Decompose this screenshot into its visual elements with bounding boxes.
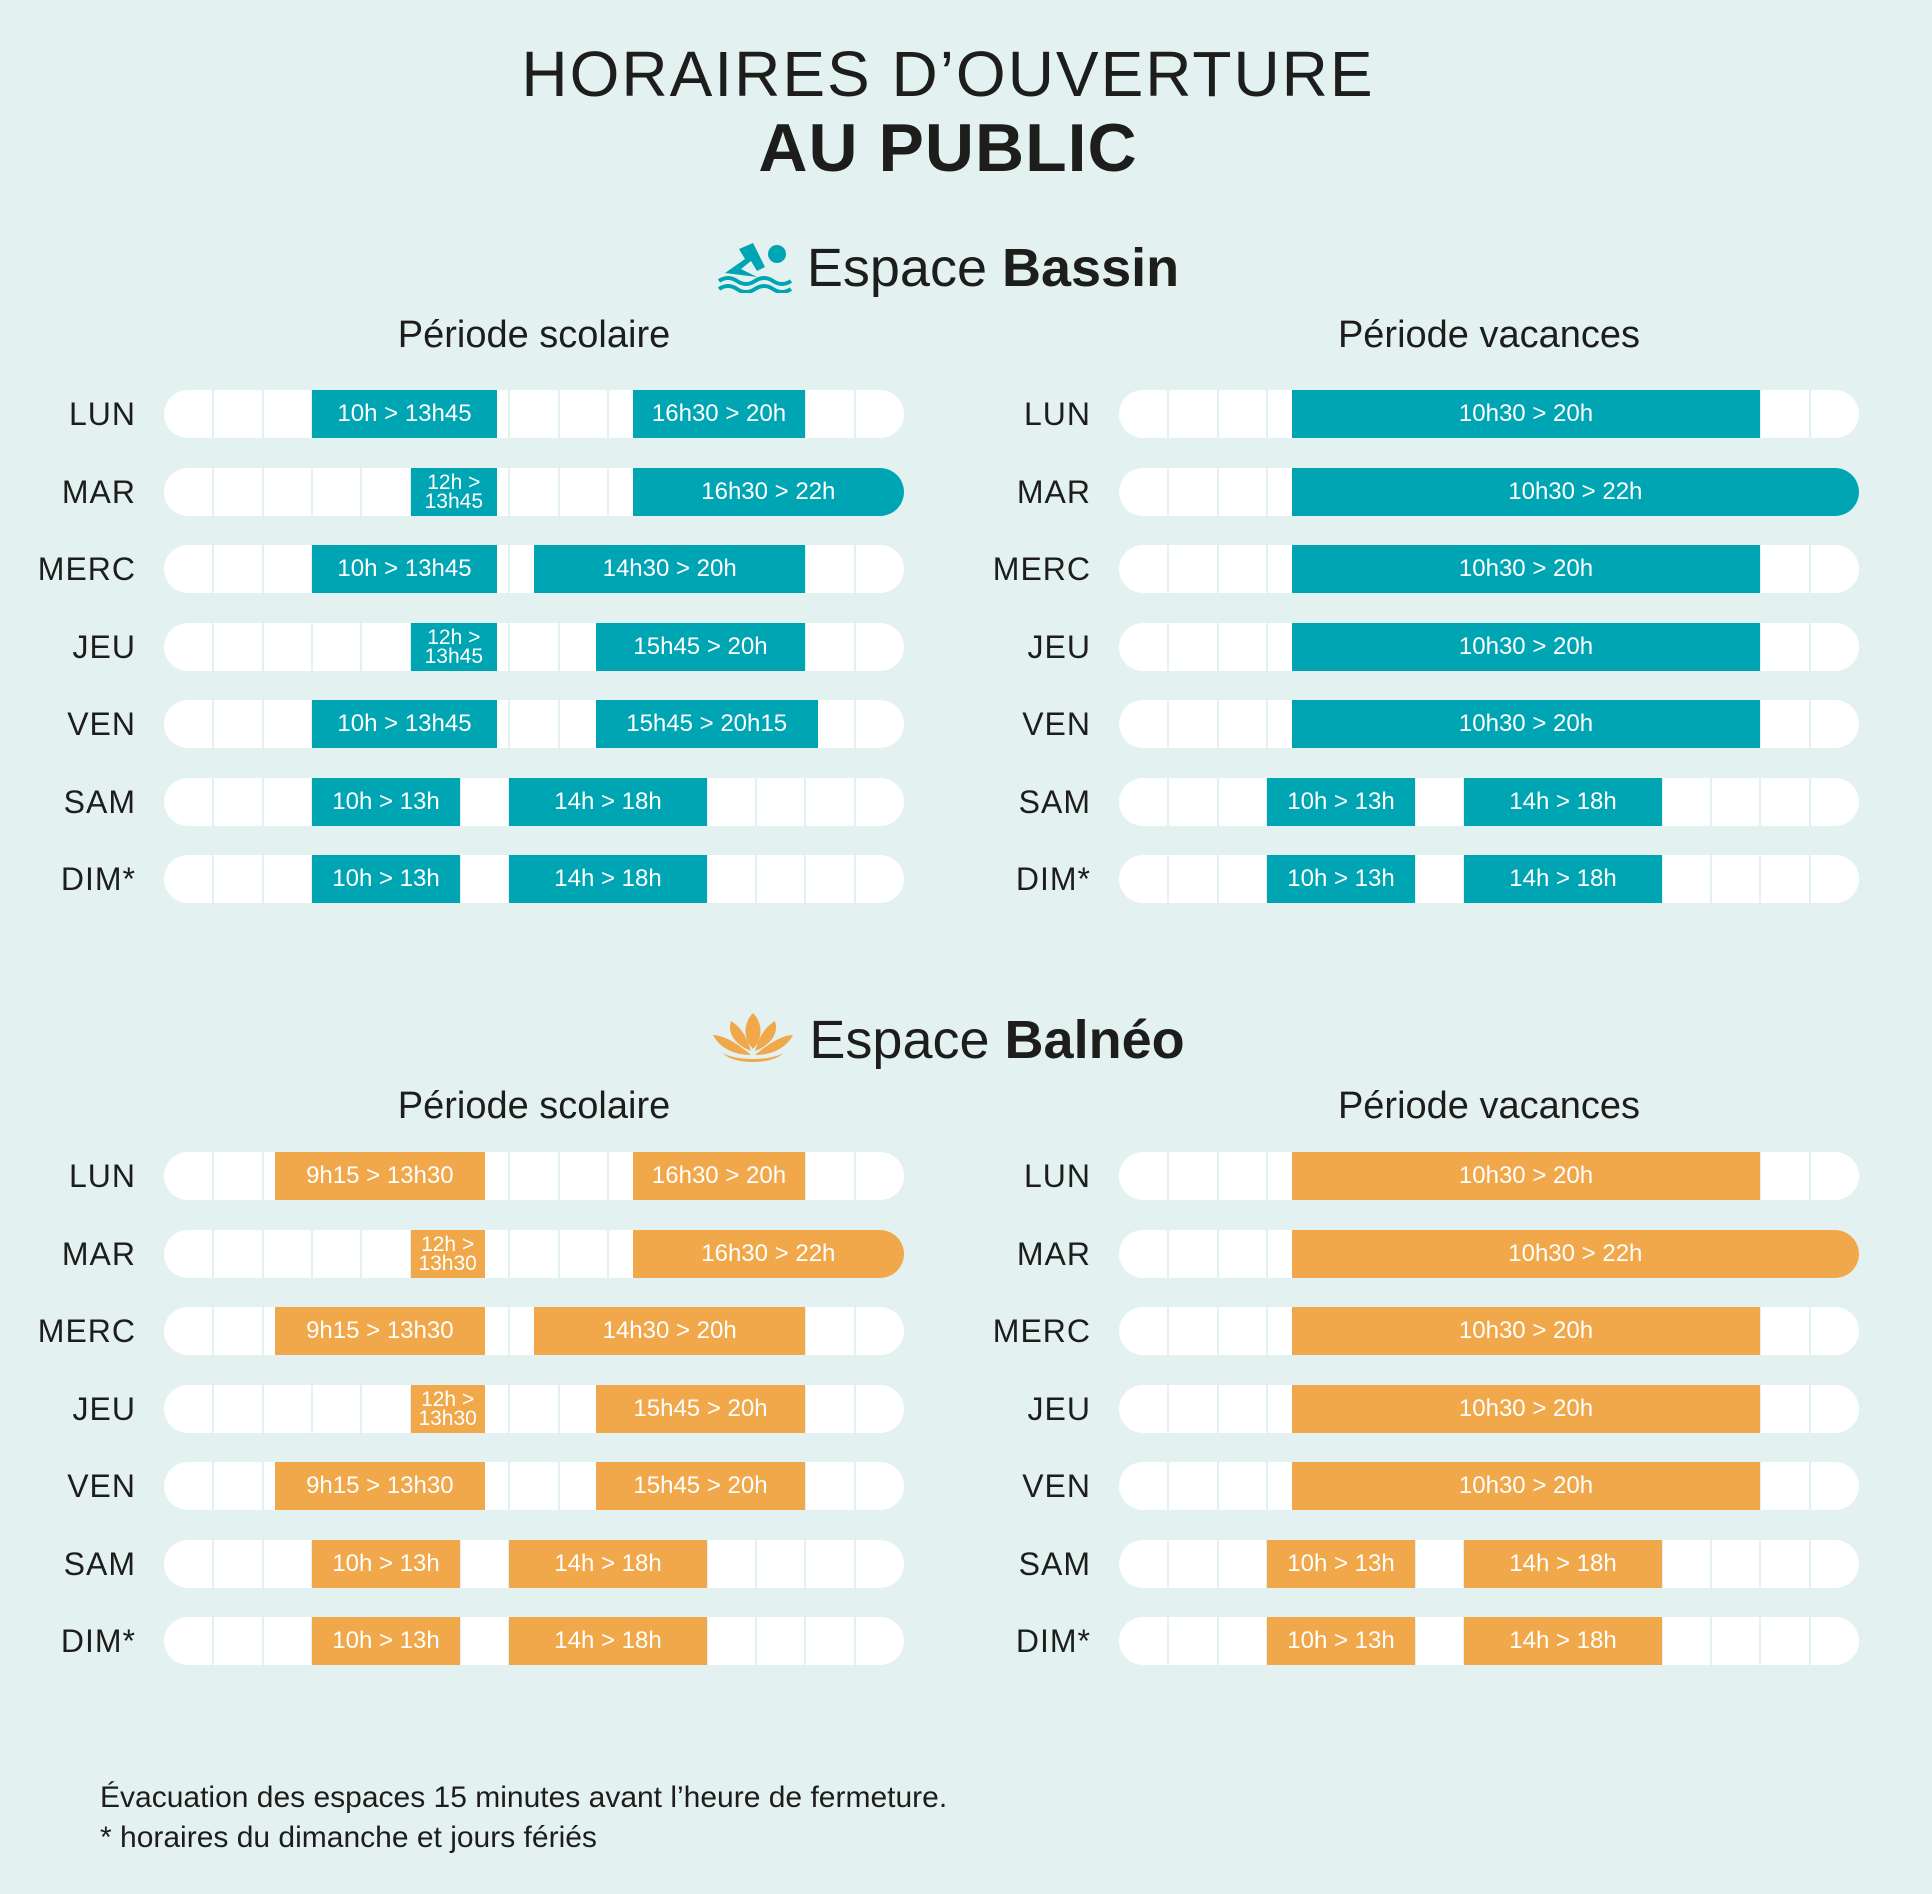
hour-tick xyxy=(1217,1152,1219,1200)
section-name-bassin: Bassin xyxy=(1002,238,1180,298)
hour-tick xyxy=(1266,700,1268,748)
hour-tick xyxy=(1167,390,1169,438)
hour-tick xyxy=(1266,545,1268,593)
section-name-balneo: Balnéo xyxy=(1004,1010,1185,1070)
schedule-bar: 15h45 > 20h15 xyxy=(596,700,818,748)
hour-tick xyxy=(1217,1307,1219,1355)
schedule-bar: 10h > 13h45 xyxy=(312,390,497,438)
schedule-bar: 14h30 > 20h xyxy=(534,545,805,593)
hour-tick xyxy=(854,390,856,438)
hour-tick xyxy=(854,1385,856,1433)
schedule-bar: 10h30 > 22h xyxy=(1292,1230,1859,1278)
day-track xyxy=(1119,623,1859,671)
hour-tick xyxy=(262,545,264,593)
period-title: Période vacances xyxy=(1337,1085,1641,1127)
hour-tick xyxy=(1809,1540,1811,1588)
hour-tick xyxy=(360,468,362,516)
hour-tick xyxy=(508,700,510,748)
hour-tick xyxy=(508,468,510,516)
hour-tick xyxy=(311,623,313,671)
day-label: DIM* xyxy=(1015,861,1091,897)
hour-tick xyxy=(1167,1230,1169,1278)
hour-tick xyxy=(1809,390,1811,438)
schedule-bar: 9h15 > 13h30 xyxy=(275,1307,485,1355)
schedule-bar: 10h > 13h xyxy=(312,778,460,826)
hour-tick xyxy=(854,778,856,826)
hour-tick xyxy=(1809,1462,1811,1510)
day-label: JEU xyxy=(72,1390,136,1427)
period-title: Période scolaire xyxy=(397,314,671,356)
day-label: VEN xyxy=(67,1468,136,1504)
day-label: MAR xyxy=(61,473,136,510)
day-track xyxy=(164,1385,904,1433)
hour-tick xyxy=(360,623,362,671)
title-line-1: HORAIRES D’OUVERTURE xyxy=(521,38,1375,110)
hour-tick xyxy=(212,1540,214,1588)
hour-tick xyxy=(1710,1617,1712,1665)
day-label: MAR xyxy=(1016,1235,1091,1272)
schedule-bar: 10h > 13h xyxy=(1267,778,1415,826)
hour-tick xyxy=(1266,1152,1268,1200)
schedule-bar: 16h30 > 20h xyxy=(633,390,806,438)
hour-tick xyxy=(1710,855,1712,903)
hour-tick xyxy=(1167,623,1169,671)
page-title xyxy=(0,38,1896,186)
hour-tick xyxy=(212,390,214,438)
hour-tick xyxy=(804,778,806,826)
footnote-sunday: * horaires du dimanche et jours fériés xyxy=(100,1821,597,1854)
day-track xyxy=(1119,1307,1859,1355)
schedule-bar: 14h > 18h xyxy=(1464,855,1661,903)
schedule-bar: 10h30 > 20h xyxy=(1292,1307,1761,1355)
hour-tick xyxy=(212,1230,214,1278)
hour-tick xyxy=(508,1385,510,1433)
schedule-bar: 10h30 > 20h xyxy=(1292,623,1761,671)
day-label: VEN xyxy=(67,706,136,742)
hour-tick xyxy=(1167,700,1169,748)
hour-tick xyxy=(1809,1307,1811,1355)
schedule-bar: 15h45 > 20h xyxy=(596,1462,806,1510)
hour-tick xyxy=(262,1152,264,1200)
day-label: LUN xyxy=(1023,1158,1091,1194)
hour-tick xyxy=(854,545,856,593)
hour-tick xyxy=(1217,1462,1219,1510)
day-track xyxy=(1119,1462,1859,1510)
hour-tick xyxy=(558,700,560,748)
hour-tick xyxy=(262,700,264,748)
schedule-bar: 10h > 13h xyxy=(1267,1617,1415,1665)
day-track xyxy=(164,1617,904,1665)
schedule-bar: 10h30 > 20h xyxy=(1292,390,1761,438)
day-track xyxy=(1119,468,1859,516)
schedule-bar: 12h > 13h30 xyxy=(411,1385,485,1433)
hour-tick xyxy=(360,1385,362,1433)
day-label: MERC xyxy=(37,1313,136,1349)
hour-tick xyxy=(1217,855,1219,903)
schedule-bar: 14h > 18h xyxy=(1464,1540,1661,1588)
schedule-bar: 10h30 > 22h xyxy=(1292,468,1859,516)
hour-tick xyxy=(558,468,560,516)
hour-tick xyxy=(1217,390,1219,438)
hour-tick xyxy=(262,1385,264,1433)
day-label: MERC xyxy=(992,1313,1091,1349)
hour-tick xyxy=(262,1307,264,1355)
hour-tick xyxy=(558,1385,560,1433)
schedule-bar: 15h45 > 20h xyxy=(596,1385,806,1433)
hour-tick xyxy=(558,1230,560,1278)
title-line-2: AU PUBLIC xyxy=(758,110,1138,186)
schedule-bar: 16h30 > 22h xyxy=(633,1230,904,1278)
schedule-bar: 10h > 13h xyxy=(312,1617,460,1665)
day-track xyxy=(1119,778,1859,826)
hour-tick xyxy=(1167,468,1169,516)
hour-tick xyxy=(1759,855,1761,903)
day-track xyxy=(1119,545,1859,593)
day-label: DIM* xyxy=(60,1623,136,1659)
hour-tick xyxy=(558,390,560,438)
hour-tick xyxy=(1710,778,1712,826)
period-title: Période vacances xyxy=(1337,314,1641,356)
hour-tick xyxy=(508,1307,510,1355)
schedule-bar: 12h > 13h30 xyxy=(411,1230,485,1278)
hour-tick xyxy=(508,545,510,593)
day-label: LUN xyxy=(68,1158,136,1194)
hour-tick xyxy=(262,1617,264,1665)
hour-tick xyxy=(1167,1462,1169,1510)
hour-tick xyxy=(212,623,214,671)
hour-tick xyxy=(212,1385,214,1433)
hour-tick xyxy=(212,1152,214,1200)
hour-tick xyxy=(854,1617,856,1665)
day-track xyxy=(164,1540,904,1588)
hour-tick xyxy=(1266,468,1268,516)
hour-tick xyxy=(1167,1307,1169,1355)
day-track xyxy=(164,623,904,671)
hour-tick xyxy=(854,1152,856,1200)
schedule-bar: 14h30 > 20h xyxy=(534,1307,805,1355)
hour-tick xyxy=(1759,1617,1761,1665)
hour-tick xyxy=(1217,1617,1219,1665)
schedule-bar: 10h > 13h xyxy=(312,855,460,903)
hour-tick xyxy=(1167,1540,1169,1588)
section-label-balneo: Espace xyxy=(809,1010,990,1070)
hour-tick xyxy=(854,1462,856,1510)
schedule-bar: 9h15 > 13h30 xyxy=(275,1462,485,1510)
hour-tick xyxy=(1167,545,1169,593)
hour-tick xyxy=(1809,855,1811,903)
hour-tick xyxy=(262,468,264,516)
hour-tick xyxy=(804,855,806,903)
hour-tick xyxy=(1809,545,1811,593)
hour-tick xyxy=(360,1230,362,1278)
hour-tick xyxy=(854,700,856,748)
hour-tick xyxy=(1167,778,1169,826)
hour-tick xyxy=(262,855,264,903)
day-track xyxy=(164,468,904,516)
hour-tick xyxy=(212,1617,214,1665)
day-track xyxy=(164,390,904,438)
hour-tick xyxy=(1167,1617,1169,1665)
day-label: SAM xyxy=(1018,1545,1091,1582)
day-label: SAM xyxy=(63,1545,136,1582)
footnote-evacuation: Évacuation des espaces 15 minutes avant l’heure de fermeture. xyxy=(100,1781,948,1814)
hour-tick xyxy=(558,1462,560,1510)
hour-tick xyxy=(1167,1152,1169,1200)
hour-tick xyxy=(854,1307,856,1355)
hour-tick xyxy=(854,1540,856,1588)
hour-tick xyxy=(212,700,214,748)
lotus-icon xyxy=(711,1009,795,1079)
day-track xyxy=(164,855,904,903)
hour-tick xyxy=(1809,1152,1811,1200)
day-track xyxy=(1119,1230,1859,1278)
hour-tick xyxy=(1809,623,1811,671)
hour-tick xyxy=(508,623,510,671)
hour-tick xyxy=(311,1385,313,1433)
hour-tick xyxy=(262,778,264,826)
hour-tick xyxy=(1266,1385,1268,1433)
schedule-bar: 10h30 > 20h xyxy=(1292,545,1761,593)
day-track xyxy=(164,1230,904,1278)
hour-tick xyxy=(854,855,856,903)
hour-tick xyxy=(558,623,560,671)
hour-tick xyxy=(1759,1540,1761,1588)
day-label: VEN xyxy=(1022,706,1091,742)
schedule-bar: 14h > 18h xyxy=(509,1540,706,1588)
hour-tick xyxy=(607,1152,609,1200)
schedule-bar: 12h > 13h45 xyxy=(411,468,497,516)
hour-tick xyxy=(262,1540,264,1588)
hour-tick xyxy=(1217,1230,1219,1278)
section-title-balneo xyxy=(0,1008,1896,1079)
hour-tick xyxy=(212,1307,214,1355)
hour-tick xyxy=(262,1230,264,1278)
hour-tick xyxy=(311,1230,313,1278)
day-track xyxy=(1119,1540,1859,1588)
day-label: JEU xyxy=(1027,628,1091,665)
hour-tick xyxy=(508,1462,510,1510)
hour-tick xyxy=(1217,623,1219,671)
day-label: DIM* xyxy=(1015,1623,1091,1659)
day-label: MAR xyxy=(1016,473,1091,510)
hour-tick xyxy=(1266,623,1268,671)
swimmer-icon xyxy=(717,237,793,307)
hour-tick xyxy=(212,1462,214,1510)
hour-tick xyxy=(558,1152,560,1200)
hour-tick xyxy=(804,1617,806,1665)
day-track xyxy=(164,778,904,826)
schedule-bar: 14h > 18h xyxy=(509,778,706,826)
period-title: Période scolaire xyxy=(397,1085,671,1127)
hour-tick xyxy=(508,1230,510,1278)
day-track xyxy=(1119,1617,1859,1665)
schedule-bar: 15h45 > 20h xyxy=(596,623,806,671)
day-track xyxy=(164,1152,904,1200)
day-track xyxy=(1119,1152,1859,1200)
day-track xyxy=(164,700,904,748)
hour-tick xyxy=(1217,1385,1219,1433)
hour-tick xyxy=(1809,1617,1811,1665)
schedule-bar: 10h > 13h45 xyxy=(312,545,497,593)
hour-tick xyxy=(508,1152,510,1200)
schedule-bar: 14h > 18h xyxy=(1464,778,1661,826)
day-label: JEU xyxy=(72,628,136,665)
hour-tick xyxy=(1217,468,1219,516)
day-label: MERC xyxy=(37,551,136,587)
hour-tick xyxy=(262,390,264,438)
hour-tick xyxy=(1809,778,1811,826)
hour-tick xyxy=(1217,778,1219,826)
hour-tick xyxy=(804,1540,806,1588)
day-label: MERC xyxy=(992,551,1091,587)
schedule-bar: 10h > 13h xyxy=(1267,855,1415,903)
day-track xyxy=(1119,1385,1859,1433)
day-track xyxy=(164,1462,904,1510)
hour-tick xyxy=(1266,1307,1268,1355)
hour-tick xyxy=(1167,855,1169,903)
schedule-bar: 16h30 > 20h xyxy=(633,1152,806,1200)
schedule-bar: 10h > 13h xyxy=(1267,1540,1415,1588)
hour-tick xyxy=(607,1230,609,1278)
schedule-bar: 14h > 18h xyxy=(509,855,706,903)
schedule-bar: 10h > 13h xyxy=(312,1540,460,1588)
schedule-bar: 12h > 13h45 xyxy=(411,623,497,671)
schedule-bar: 14h > 18h xyxy=(509,1617,706,1665)
hour-tick xyxy=(212,468,214,516)
day-label: MAR xyxy=(61,1235,136,1272)
hour-tick xyxy=(1217,700,1219,748)
day-label: SAM xyxy=(1018,783,1091,820)
day-label: LUN xyxy=(1023,396,1091,432)
schedule-bar: 10h > 13h45 xyxy=(312,700,497,748)
hour-tick xyxy=(1217,1540,1219,1588)
hour-tick xyxy=(1266,1230,1268,1278)
hour-tick xyxy=(755,1540,757,1588)
day-label: JEU xyxy=(1027,1390,1091,1427)
schedule-bar: 10h30 > 20h xyxy=(1292,1385,1761,1433)
day-track xyxy=(1119,700,1859,748)
schedule-bar: 14h > 18h xyxy=(1464,1617,1661,1665)
hour-tick xyxy=(1266,1462,1268,1510)
hour-tick xyxy=(212,855,214,903)
schedule-bar: 16h30 > 22h xyxy=(633,468,904,516)
hour-tick xyxy=(755,1617,757,1665)
hour-tick xyxy=(1266,390,1268,438)
schedule-bar: 10h30 > 20h xyxy=(1292,1462,1761,1510)
day-label: SAM xyxy=(63,783,136,820)
hour-tick xyxy=(1167,1385,1169,1433)
day-label: VEN xyxy=(1022,1468,1091,1504)
schedule-bar: 9h15 > 13h30 xyxy=(275,1152,485,1200)
day-label: DIM* xyxy=(60,861,136,897)
hour-tick xyxy=(262,1462,264,1510)
hour-tick xyxy=(755,855,757,903)
hour-tick xyxy=(262,623,264,671)
hour-tick xyxy=(1809,1385,1811,1433)
hour-tick xyxy=(607,390,609,438)
hour-tick xyxy=(508,390,510,438)
day-label: LUN xyxy=(68,396,136,432)
hour-tick xyxy=(854,623,856,671)
footnote xyxy=(100,1778,947,1858)
hour-tick xyxy=(1710,1540,1712,1588)
hour-tick xyxy=(1759,778,1761,826)
day-track xyxy=(1119,390,1859,438)
hour-tick xyxy=(607,468,609,516)
day-track xyxy=(164,545,904,593)
schedule-bar: 10h30 > 20h xyxy=(1292,700,1761,748)
hour-tick xyxy=(1217,545,1219,593)
hour-tick xyxy=(311,468,313,516)
section-label-bassin: Espace xyxy=(806,238,987,298)
schedule-bar: 10h30 > 20h xyxy=(1292,1152,1761,1200)
hour-tick xyxy=(212,545,214,593)
hour-tick xyxy=(755,778,757,826)
hour-tick xyxy=(212,778,214,826)
day-track xyxy=(164,1307,904,1355)
day-track xyxy=(1119,855,1859,903)
hour-tick xyxy=(1809,700,1811,748)
section-title-bassin xyxy=(0,236,1896,307)
